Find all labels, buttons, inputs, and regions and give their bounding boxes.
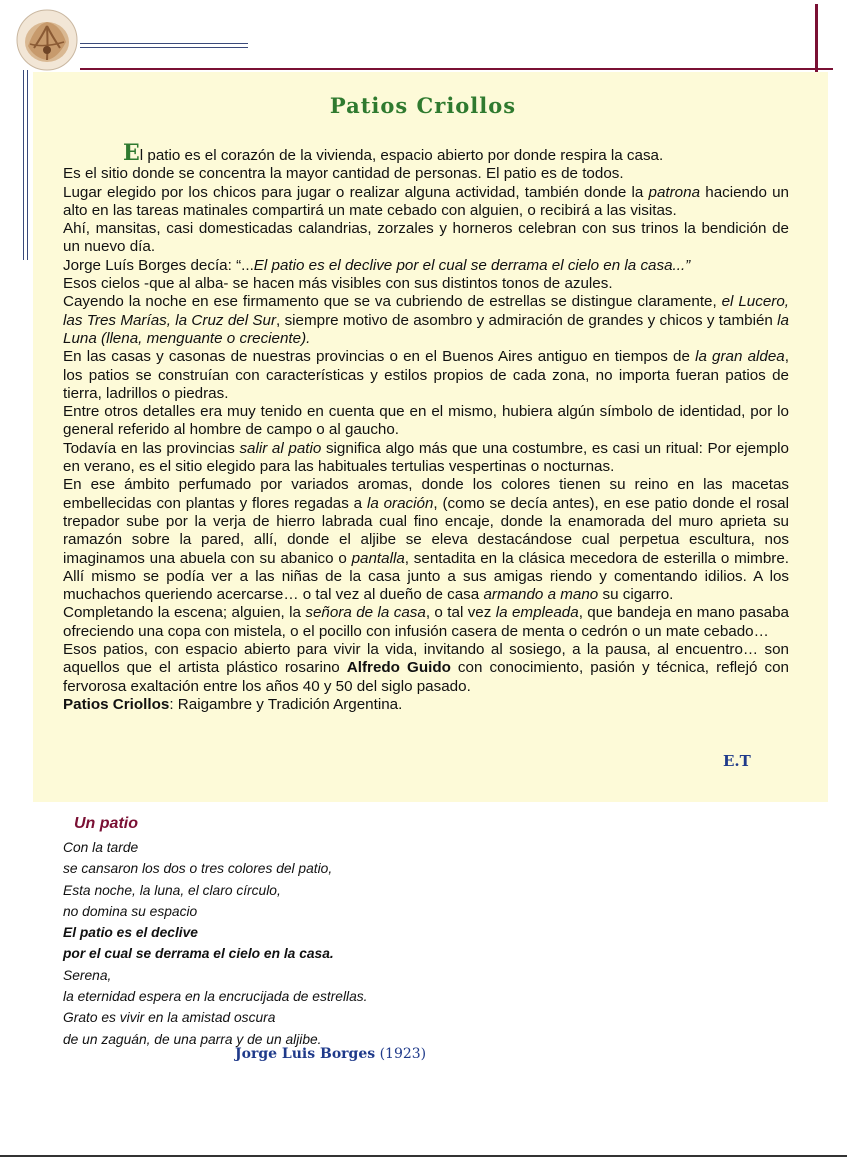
article-paragraph <box>63 165 789 183</box>
bold-text: Alfredo Guido <box>346 659 451 677</box>
italic-text: la oración <box>366 494 434 512</box>
text-run: l patio es el corazón de la vivienda, espacio abierto por donde respira la casa. <box>139 147 664 164</box>
article-paragraph <box>63 257 789 275</box>
text-run: En las casas y casonas de nuestras provincias o en el Buenos Aires antiguo en tiempos de <box>63 348 696 366</box>
text-run: haciendo un alto en las tareas matinales compartirá un mate cebado con alguien, o recibirá a las visitas. <box>63 183 790 219</box>
poem-line: por el cual se derrama el cielo en la casa. <box>63 946 334 962</box>
article-paragraph <box>63 184 789 221</box>
poem-author-name: Jorge Luis Borges <box>235 1046 376 1062</box>
text-run: Jorge Luís Borges decía: “... <box>63 256 254 274</box>
article-title: Patios Criollos <box>329 93 517 118</box>
text-run: con conocimiento, pasión y técnica, reflejó con fervorosa exaltación entre los años 40 y 50 del siglo pasado. <box>63 659 789 695</box>
article-paragraph <box>63 604 789 641</box>
italic-text: señora de la casa <box>305 604 426 622</box>
article-signature: E.T <box>723 752 751 770</box>
drop-cap: E <box>123 140 140 166</box>
text-run: Ahí, mansitas, casi domesticadas calandrias, zorzales y horneros celebran con sus trinos la bendición de un nuevo día. <box>63 220 789 256</box>
shell-logo-icon <box>14 8 80 72</box>
text-run: , los patios se construían con características y estilos propios de cada zona, no importa fueran patios de tierra, ladrillos o piedras. <box>63 348 789 402</box>
italic-text: patrona <box>648 183 701 201</box>
poem-line: no domina su espacio <box>63 903 198 919</box>
left-blue-rule <box>23 70 24 260</box>
italic-text: El patio es el declive por el cual se derrama el cielo en la casa...” <box>253 256 691 274</box>
text-run: , que bandeja en mano pasaba ofreciendo una copa con mistela, o el pocillo con infusión casera de menta o cedrón o un mate cebado… <box>63 604 789 640</box>
article-body <box>63 140 790 714</box>
italic-text: el Lucero, las Tres Marías, la Cruz del Sur <box>63 293 789 329</box>
poem-line: El patio es el declive <box>63 925 198 941</box>
italic-text: la empleada <box>495 604 579 622</box>
italic-text: armando a mano <box>483 586 599 604</box>
header-blue-rule <box>80 43 248 44</box>
article-paragraph <box>63 403 789 440</box>
text-run: , (como se decía antes), en ese patio donde el rosal trepador sube por la verja de hierro labrada cual fino encaje, donde la enamorada del muro aprieta su ramazón sobre la pared, allí, donde el aljibe se eleva destacándose cual perpetua escultura, nos imaginamos una abuela con su abanico o <box>63 494 790 567</box>
poem-line: se cansaron los dos o tres colores del patio, <box>63 861 333 877</box>
text-run: su cigarro. <box>598 586 674 604</box>
text-run: Cayendo la noche en ese firmamento que se va cubriendo de estrellas se distingue claramente, <box>63 293 722 311</box>
header-blue-rule <box>80 47 248 48</box>
text-run: , sentadita en la clásica mecedora de esterilla o mimbre. Allí mismo se podía ver a las niñas de la casa junto a sus amigas riendo y comentando idilios. A los muchachos queriendo acercarse… o tal vez al dueño de casa <box>63 549 789 604</box>
poem-line: Esta noche, la luna, el claro círculo, <box>63 882 281 898</box>
poem-title: Un patio <box>74 815 138 832</box>
text-run: Lugar elegido por los chicos para jugar o realizar alguna actividad, también donde la <box>63 183 649 201</box>
text-run: En ese ámbito perfumado por variados aromas, donde los colores tienen su reino en las macetas embellecidas con plantas y flores regadas a <box>63 476 789 512</box>
text-run: Completando la escena; alguien, la <box>63 604 306 622</box>
article-paragraph <box>63 140 789 166</box>
text-run: Entre otros detalles era muy tenido en cuenta que en el mismo, hubiera algún símbolo de identidad, por lo general referido al hombre de campo o al gaucho. <box>63 403 789 439</box>
text-run: Esos cielos -que al alba- se hacen más visibles con sus distintos tonos de azules. <box>63 275 613 293</box>
poem-body <box>63 837 563 1050</box>
article-paragraph <box>63 476 789 604</box>
italic-text: la Luna (llena, menguante o creciente). <box>63 311 789 347</box>
text-run: Esos patios, con espacio abierto para vivir la vida, invitando al sosiego, a la pausa, al encuentro… son aquellos que el artista plástico rosarino <box>63 641 789 677</box>
article-paragraph <box>63 440 789 477</box>
article-paragraph <box>63 641 789 696</box>
italic-text: pantalla <box>351 549 405 567</box>
poem-line: Grato es vivir en la amistad oscura <box>63 1010 276 1026</box>
text-run: significa algo más que una costumbre, es casi un ritual: Por ejemplo en verano, es el sitio elegido para las habituales tertulias vespertinas o nocturnas. <box>63 439 789 476</box>
article-paragraph <box>63 293 789 348</box>
text-run: Es el sitio donde se concentra la mayor cantidad de personas. El patio es de todos. <box>63 165 624 183</box>
bold-text: Patios Criollos <box>63 695 170 713</box>
page-bottom-rule <box>0 1155 847 1157</box>
article-paragraph <box>63 220 789 257</box>
article-paragraph <box>63 696 789 714</box>
italic-text: salir al patio <box>239 439 322 457</box>
poem-line: Serena, <box>63 967 112 983</box>
text-run: : Raigambre y Tradición Argentina. <box>169 695 403 713</box>
text-run: , siempre motivo de asombro y admiración de grandes y chicos y también <box>276 311 778 329</box>
left-blue-rule <box>27 70 28 260</box>
poem-line: Con la tarde <box>63 840 139 855</box>
poem-author <box>235 1046 426 1062</box>
text-run: , o tal vez <box>425 604 496 622</box>
poem-year: (1923) <box>379 1046 427 1062</box>
italic-text: la gran aldea <box>695 348 785 366</box>
poem-line: de un zaguán, de una parra y de un aljibe. <box>63 1031 322 1047</box>
article-paragraph <box>63 275 789 293</box>
text-run: Todavía en las provincias <box>63 439 240 457</box>
header-rule <box>80 68 833 70</box>
poem-line: la eternidad espera en la encrucijada de estrellas. <box>63 989 368 1005</box>
article-paragraph <box>63 348 789 403</box>
